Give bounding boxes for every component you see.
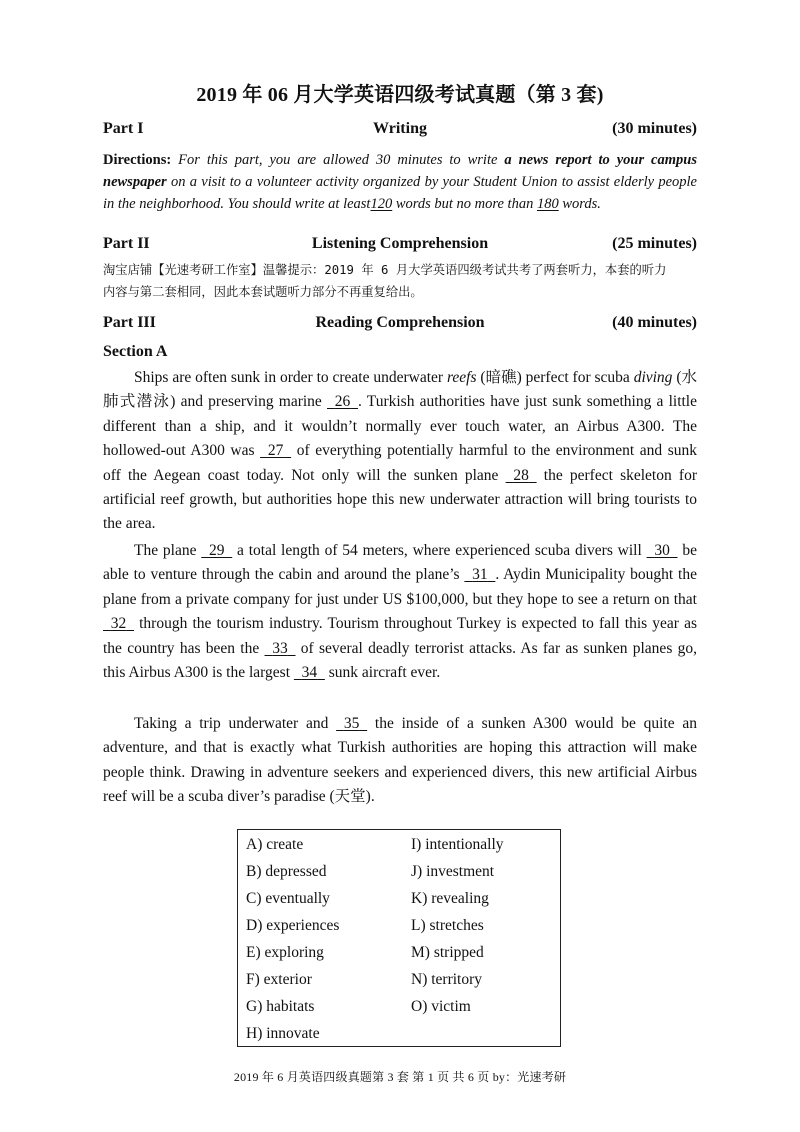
part-3-name: Reading Comprehension	[315, 314, 485, 331]
part-2-label: Part II	[103, 235, 150, 252]
blank-32	[103, 612, 134, 636]
p1-text-c: (水肺式潜泳) and preserving marine	[103, 369, 697, 411]
blank-35-number: 35	[343, 715, 360, 732]
p1-text-e: of everything potentially harmful to the environment and sunk off the Aegean coast today. Not only will the sunken plane	[103, 442, 697, 484]
part-3-time: (40 minutes)	[612, 314, 697, 331]
blank-26	[327, 390, 358, 414]
passage-paragraph-1	[103, 366, 697, 537]
p1-text-f: the perfect skeleton for artificial reef growth, but authorities hope this new underwater attraction will bring tourists to the area.	[103, 466, 697, 533]
blank-28-number: 28	[513, 466, 529, 484]
part-1-time: (30 minutes)	[612, 120, 697, 137]
blank-31-number: 31	[472, 566, 488, 584]
blank-34	[294, 661, 325, 685]
word-option: E) exploring	[246, 944, 324, 961]
word-option: N) territory	[411, 971, 483, 988]
word-option: K) revealing	[411, 890, 489, 907]
p2-text-d: . Aydin Municipality bought the plane from a private company for just under US $100,000, but they hope to see a return on that	[103, 566, 697, 608]
p1-text-b: (暗礁) perfect for scuba	[476, 369, 634, 386]
directions-text-e: words.	[562, 195, 601, 212]
blank-31	[464, 563, 495, 587]
part-2-time: (25 minutes)	[612, 235, 697, 252]
word-option: B) depressed	[246, 863, 327, 880]
passage-paragraph-3	[103, 712, 697, 810]
word-option: I) intentionally	[411, 836, 504, 853]
blank-27	[260, 439, 291, 463]
listening-note-line-1: 淘宝店铺【光速考研工作室】温馨提示：2019 年 6 月大学英语四级考试共考了两套听力，本套的听力	[103, 263, 667, 277]
min-words: 120	[370, 195, 393, 212]
p1-text-a: Ships are often sunk in order to create underwater	[134, 369, 447, 386]
part-1-label: Part I	[103, 120, 144, 137]
directions-text-d: words but no more than	[395, 195, 534, 212]
page-title: 2019 年 06 月大学英语四级考试真题（第 3 套)	[196, 84, 604, 106]
blank-33	[265, 637, 296, 661]
part-3-label: Part III	[103, 314, 156, 331]
blank-28	[506, 464, 537, 488]
word-option: O) victim	[411, 998, 471, 1015]
p2-text-g: sunk aircraft ever.	[324, 664, 441, 682]
part-2-name: Listening Comprehension	[311, 235, 489, 252]
page-footer: 2019 年 6 月英语四级真题第 3 套 第 1 页 共 6 页 by：光速考研	[233, 1070, 567, 1084]
blank-30	[647, 539, 678, 563]
word-option: H) innovate	[246, 1025, 320, 1042]
p2-text-b: a total length of 54 meters, where experienced scuba divers will	[232, 542, 647, 559]
blank-26-number: 26	[334, 393, 351, 411]
p2-text-e: through the tourism industry. Tourism throughout Turkey is expected to fall this year as the country has been the	[103, 615, 697, 657]
max-words: 180	[536, 195, 559, 212]
p2-text-c: be able to venture through the cabin and around the plane’s	[103, 542, 697, 584]
blank-29-number: 29	[209, 542, 225, 559]
directions-label: Directions:	[103, 152, 172, 168]
blank-34-number: 34	[301, 664, 318, 682]
blank-33-number: 33	[272, 639, 288, 657]
part-1-name: Writing	[373, 120, 427, 137]
blank-29	[201, 539, 232, 563]
section-a-heading: Section A	[103, 343, 168, 360]
blank-30-number: 30	[654, 542, 670, 559]
p3-text-b: the inside of a sunken A300 would be quite an adventure, and that is exactly what Turkish authorities are hoping this attraction will make people think. Drawing in adventure seekers and experienced divers, this new artificial Airbus reef will be a scuba diver’s paradise (天堂).	[103, 715, 697, 806]
part-3-header	[103, 314, 697, 336]
p2-text-f: of several deadly terrorist attacks. As far as sunken planes go, this Airbus A300 is the largest	[103, 639, 697, 682]
directions-task: a news report to your campus newspaper	[103, 152, 697, 190]
part-2-header	[103, 235, 697, 257]
blank-27-number: 27	[267, 442, 284, 460]
part-1-header	[103, 120, 697, 142]
passage-paragraph-2	[103, 539, 697, 685]
word-option: M) stripped	[411, 944, 484, 961]
word-bank-box	[237, 829, 561, 1047]
p2-text-a: The plane	[134, 542, 202, 559]
word-option: A) create	[246, 836, 304, 853]
word-option: J) investment	[411, 863, 495, 880]
p3-text-a: Taking a trip underwater and	[134, 715, 337, 732]
word-option: D) experiences	[246, 917, 340, 934]
word-option: F) exterior	[246, 971, 312, 988]
listening-note-line-2: 内容与第二套相同，因此本套试题听力部分不再重复给出。	[103, 285, 423, 299]
part-1-directions	[103, 150, 697, 215]
p1-text-d: . Turkish authorities have just sunk something a little different than a ship, and it wouldn’t normally ever touch water, an Airbus A300. The hollowed-out A300 was	[103, 393, 697, 460]
word-option: G) habitats	[246, 998, 315, 1015]
word-option: L) stretches	[411, 917, 484, 934]
directions-text-a: For this part, you are allowed 30 minutes to write	[171, 152, 505, 168]
p1-diving: diving	[633, 369, 673, 386]
blank-35	[336, 712, 367, 736]
directions-text-c: on a visit to a volunteer activity organized by your Student Union to assist elderly people in the neighborhood. You should write at least	[103, 173, 697, 212]
blank-32-number: 32	[110, 615, 127, 633]
word-option: C) eventually	[246, 890, 330, 907]
p1-reefs: reefs	[446, 369, 477, 386]
